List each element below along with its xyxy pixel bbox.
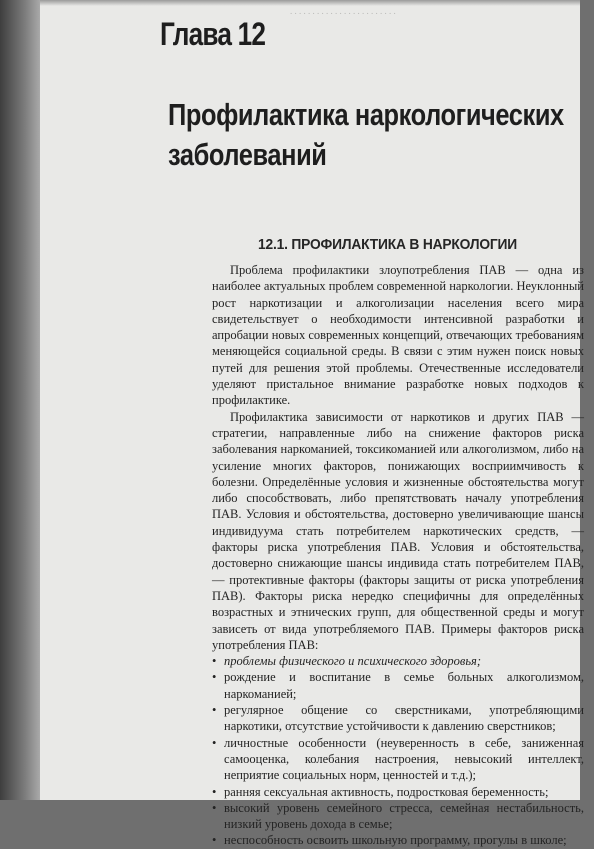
list-item-text: рождение и воспитание в семье больных алкоголизмом, наркоманией;: [224, 670, 584, 701]
list-item: [212, 735, 584, 784]
paragraph: Проблема профилактики злоупотребления ПАВ — одна из наиболее актуальных проблем современной наркологии. Неуклонный рост наркотизации и алкоголизации населения всего мира свидетельствует о необходимости интенсивной разработки и апробации новых современных концепций, отвечающих требованиям меняющейся социальной среды. В связи с этим нужен поиск новых путей для решения этой проблемы. Отечественные исследователи уделяют пристальное внимание разработке новых подходов к профилактике.: [212, 263, 584, 408]
list-item: [212, 702, 584, 735]
list-item: [212, 800, 584, 833]
chapter-title: Профилактика наркологических заболеваний: [168, 97, 564, 172]
list-item: [212, 653, 584, 669]
section-heading: 12.1. ПРОФИЛАКТИКА В НАРКОЛОГИИ: [258, 236, 518, 253]
list-item: [212, 784, 584, 800]
paragraph: Профилактика зависимости от наркотиков и других ПАВ — стратегии, направленные либо на снижение факторов риска заболевания наркоманией, токсикоманией или алкоголизмом, либо на усиление многих факторов, понижающих восприимчивость к болезни. Определённые условия и жизненные обстоятельства могут либо способствовать, либо препятствовать началу употребления ПАВ. Условия и обстоятельства, достоверно увеличивающие шансы индивидуума стать потребителем наркотических средств, — факторы риска употребления ПАВ. Условия и обстоятельства, достоверно снижающие шансы индивида стать потребителем ПАВ, — протективные факторы (факторы защиты от риска употребления ПАВ). Факторы риска нередко специфичны для определённых возрастных и этнических групп, для общественной среды и могут зависеть от вида употребляемого ПАВ. Примеры факторов риска употребления ПАВ:: [212, 409, 584, 652]
chapter-heading: Глава 12: [160, 16, 266, 52]
list-item-text: ранняя сексуальная активность, подростковая беременность;: [224, 784, 549, 799]
book-page: [40, 0, 584, 848]
list-item-text: неспособность освоить школьную программу, прогулы в школе;: [224, 833, 567, 848]
list-item-text: высокий уровень семейного стресса, семейная нестабильность, низкий уровень дохода в семье;: [224, 800, 584, 832]
list-item-text: регулярное общение со сверстниками, употребляющими наркотики, отсутствие устойчивости к давлению сверстников;: [224, 703, 584, 734]
list-item: [212, 669, 584, 702]
risk-factor-list: [212, 653, 584, 849]
list-item-text: проблемы физического и психического здоровья;: [224, 654, 482, 669]
list-item: [212, 832, 584, 848]
scan-binding-edge: [0, 0, 40, 800]
show-through-text: . . . . . . . . . . . . . . . . . . . . . . . .: [290, 6, 396, 16]
body-text: [212, 262, 584, 849]
list-item-text: личностные особенности (неуверенность в себе, заниженная самооценка, колебания настроения, невысокий интеллект, неприятие социальных норм, ценностей и т.д.);: [224, 735, 584, 783]
